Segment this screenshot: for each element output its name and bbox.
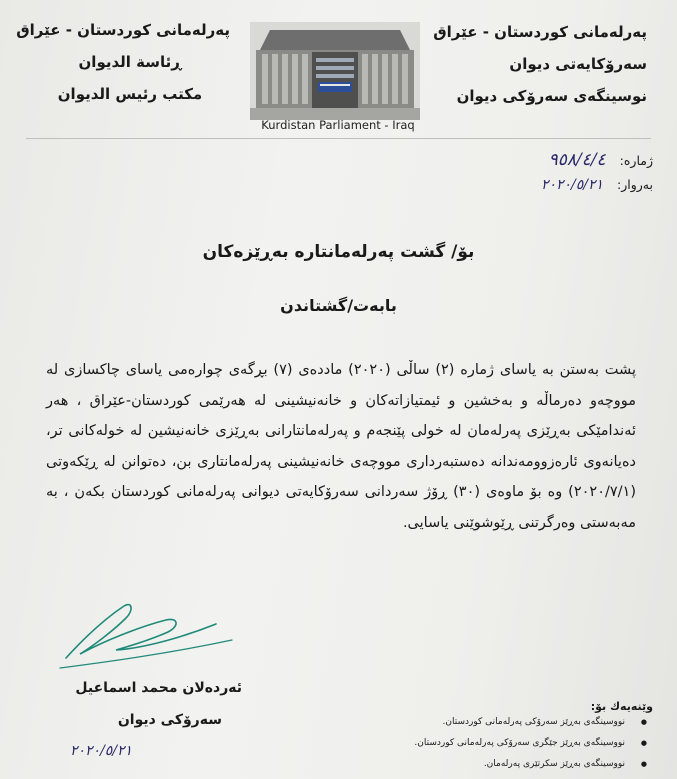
reference-number	[549, 150, 653, 170]
parliament-building-logo	[250, 22, 420, 120]
handwritten-signature	[46, 596, 246, 674]
reference-number-value: ٩٥٨/٤/٤	[548, 150, 606, 170]
letter-body	[46, 355, 636, 539]
header-right-line1: پەرلەمانی كوردستان - عێراق	[433, 23, 647, 41]
cc-item: ● نووسینگەی بەڕێز جێگری سەرۆكی پەرلەمانی كوردستان.	[337, 733, 637, 754]
signer-name: ئەردەلان محمد اسماعیل	[75, 680, 242, 696]
signature-date: ٢٠٢٠/٥/٢١	[70, 743, 133, 759]
reference-date-value: ٢٠٢٠/٥/٢١	[540, 177, 604, 193]
cc-list	[337, 712, 637, 775]
header-right-line3: نوسینگەی سەرۆكی دیوان	[456, 87, 647, 105]
header-right-line2: سەرۆكایەتی دیوان	[509, 55, 647, 73]
signer-title: سەرۆكی دیوان	[117, 712, 222, 728]
cc-title: وێنەیەك بۆ:	[590, 700, 653, 713]
header-left	[16, 14, 230, 110]
header-left-line2: ڕئاسة الدیوان	[78, 53, 182, 71]
cc-item: ● نووسینگەی بەڕێز سكرتێری پەرلەمان.	[337, 754, 637, 775]
reference-number-label: ژمارە:	[619, 153, 653, 168]
reference-date	[541, 177, 653, 193]
subject-line: بابەت/گشتاندن	[280, 296, 397, 315]
addressee-line: بۆ/ گشت پەرلەمانتارە بەڕێزەكان	[202, 242, 475, 262]
reference-date-label: بەروار:	[617, 177, 653, 192]
logo-caption: Kurdistan Parliament - Iraq	[261, 118, 415, 132]
header-left-line1: پەرلەمانی كوردستان - عێراق	[16, 21, 230, 39]
header-left-line3: مكتب رئیس الدیوان	[57, 85, 203, 103]
header-right	[433, 16, 647, 112]
body-paragraph: پشت بەستن بە یاسای ژمارە (٢) ساڵی (٢٠٢٠) ماددەی (٧) بڕگەی چوارەمی یاسای چاكسازی لە مووچەو دەرماڵە و بەخشین و ئیمتیازاتەكان و خانەنیشینی لە هەرێمی كوردستان-عێراق ، هەر ئەندامێكی بەڕێزی پەرلەمان لە خولی پێنجەم و پەرلەمانتارانی بەڕێزی خانەنیشین لە خولەكانی تر، دەیانەوی ئارەزوومەندانە دەستبەرداری مووچەی خانەنیشینی پەرلەمانتاری بن، دەتوانن لە ڕێكەوتی (٢٠٢٠/٧/١) وە بۆ ماوەی (٣٠) ڕۆژ سەردانی سەرۆكایەتی دیوانی پەرلەمانی كوردستان بكەن ، بە مەبەستی وەرگرتنی ڕێوشوێنی یاسایی.	[46, 362, 637, 531]
cc-item: ● نووسینگەی بەڕێز سەرۆكی پەرلەمانی كوردستان.	[337, 712, 637, 733]
header-divider	[26, 138, 651, 139]
